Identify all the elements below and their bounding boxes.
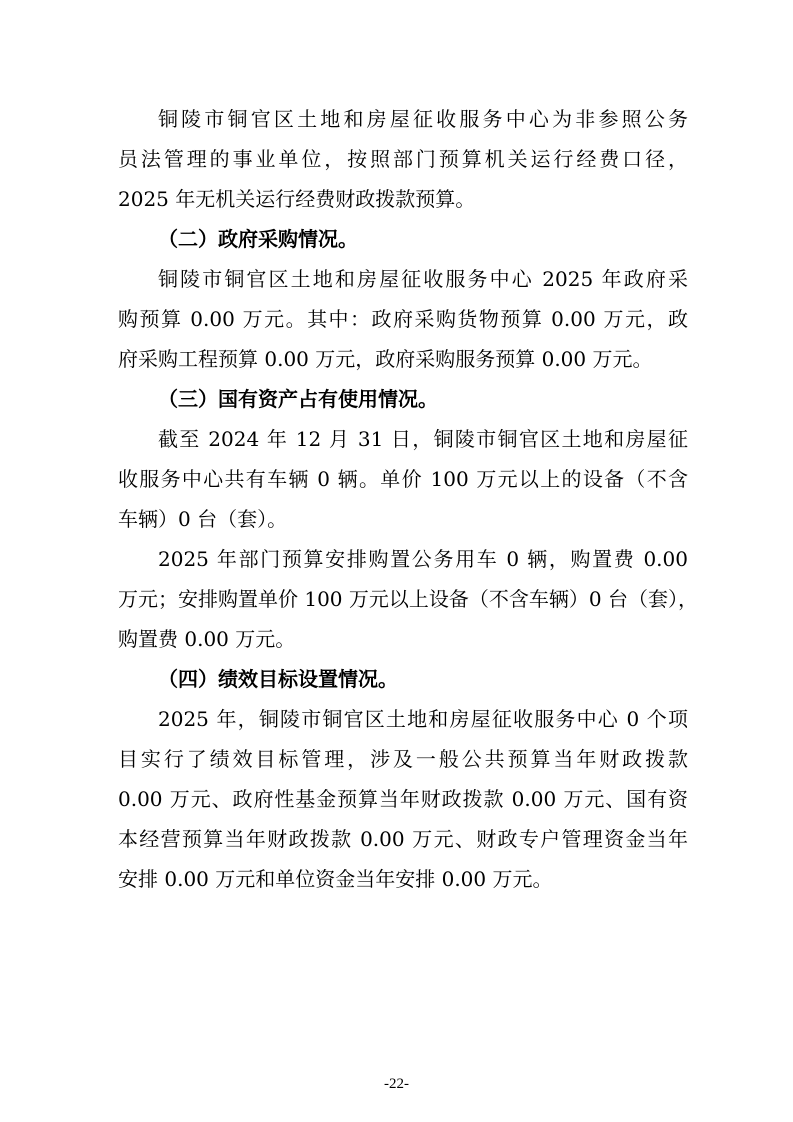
paragraph-vehicle-purchase <box>118 539 698 659</box>
text-line: 员法管理的事业单位，按照部门预算机关运行经费口径， <box>118 147 688 171</box>
paragraph-procurement <box>118 259 688 379</box>
text-line: 收服务中心共有车辆 0 辆。单价 100 万元以上的设备（不含 <box>118 467 688 491</box>
document-body <box>118 99 698 899</box>
text-line: 本经营预算当年财政拨款 0.00 万元、财政专户管理资金当年 <box>118 827 688 851</box>
paragraph-admin-costs <box>118 99 688 219</box>
text-line: 车辆）0 台（套）。 <box>118 507 288 531</box>
text-line: 铜陵市铜官区土地和房屋征收服务中心为非参照公务 <box>158 107 688 131</box>
text-line: 府采购工程预算 0.00 万元，政府采购服务预算 0.00 万元。 <box>118 347 653 371</box>
text-line: 万元；安排购置单价 100 万元以上设备（不含车辆）0 台（套）， <box>118 587 698 611</box>
page-number: -22- <box>384 1076 409 1092</box>
section-heading-procurement: （二）政府采购情况。 <box>158 227 358 251</box>
text-line: 2025 年，铜陵市铜官区土地和房屋征收服务中心 0 个项 <box>158 707 688 731</box>
paragraph-assets <box>118 419 688 539</box>
text-line: 2025 年部门预算安排购置公务用车 0 辆，购置费 0.00 <box>158 547 688 571</box>
paragraph-performance <box>118 699 688 899</box>
text-line: 0.00 万元、政府性基金预算当年财政拨款 0.00 万元、国有资 <box>118 787 688 811</box>
text-line: 购置费 0.00 万元。 <box>118 627 296 651</box>
text-line: 安排 0.00 万元和单位资金当年安排 0.00 万元。 <box>118 867 553 891</box>
text-line: 截至 2024 年 12 月 31 日，铜陵市铜官区土地和房屋征 <box>158 427 688 451</box>
text-line: 2025 年无机关运行经费财政拨款预算。 <box>118 187 476 211</box>
text-line: 铜陵市铜官区土地和房屋征收服务中心 2025 年政府采 <box>158 267 688 291</box>
section-heading-assets: （三）国有资产占有使用情况。 <box>158 387 438 411</box>
text-line: 购预算 0.00 万元。其中：政府采购货物预算 0.00 万元，政 <box>118 307 688 331</box>
text-line: 目实行了绩效目标管理，涉及一般公共预算当年财政拨款 <box>118 747 688 771</box>
section-heading-performance: （四）绩效目标设置情况。 <box>158 667 398 691</box>
